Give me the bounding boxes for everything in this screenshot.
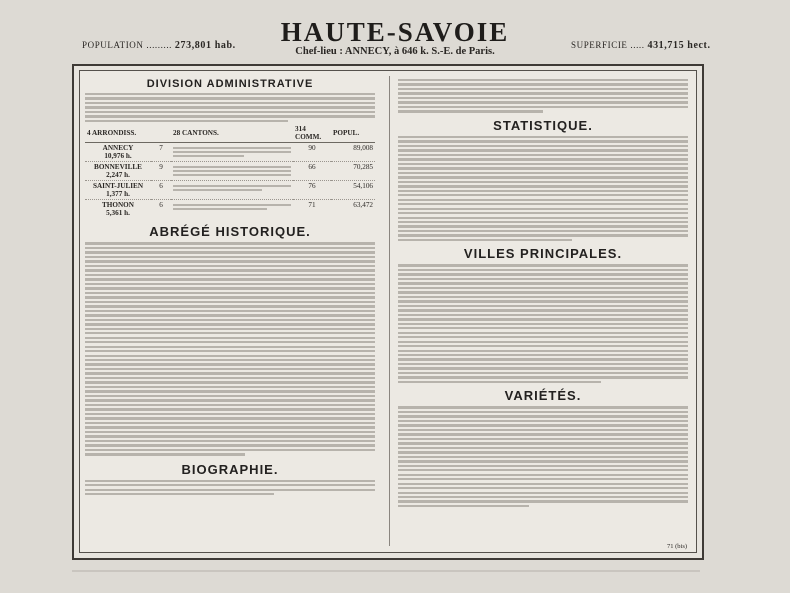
arrond-name: SAINT-JULIEN: [92, 182, 144, 191]
canton-count: 7: [151, 143, 171, 162]
column-divider: [389, 76, 390, 546]
villes-paragraph: [398, 264, 688, 383]
varietes-heading: VARIÉTÉS.: [504, 388, 582, 404]
table-row: [85, 143, 375, 162]
bottom-edge: [72, 570, 700, 572]
page-marker: 71 (bis): [667, 543, 688, 550]
page-title: HAUTE-SAVOIE: [280, 17, 510, 47]
col-cantons: 28 CANTONS.: [171, 124, 293, 143]
biographie-paragraph: [85, 480, 375, 496]
canton-count: 6: [159, 201, 163, 210]
commune-count: 66: [293, 162, 331, 181]
col-arrond: 4 ARRONDISS.: [85, 124, 151, 143]
left-column: [85, 73, 375, 497]
right-column: [398, 73, 688, 509]
commune-count: 71: [308, 201, 316, 210]
population-value: 273,801 hab.: [174, 40, 236, 51]
canton-list: [171, 162, 293, 181]
arrond-name: BONNEVILLE: [94, 163, 142, 172]
population-count: 63,472: [353, 201, 373, 210]
canton-count: 9: [151, 162, 171, 181]
abrege-paragraph: [85, 242, 375, 455]
arrond-pop: 1,377 h.: [106, 190, 130, 199]
table-row: [85, 162, 375, 181]
population-count: 89,008: [331, 143, 375, 162]
canton-list: [171, 200, 293, 219]
superficie-label: SUPERFICIE: [571, 40, 628, 50]
population-label: POPULATION: [82, 40, 144, 50]
division-heading: DIVISION ADMINISTRATIVE: [146, 78, 314, 90]
arrond-pop: 5,361 h.: [106, 209, 130, 218]
superficie-stat: SUPERFICIE ..... 431,715 hect.: [571, 40, 711, 51]
superficie-value: 431,715 hect.: [647, 40, 711, 51]
villes-heading: VILLES PRINCIPALES.: [463, 246, 623, 262]
arrond-name: ANNECY: [102, 144, 134, 153]
abrege-heading: ABRÉGÉ HISTORIQUE.: [149, 224, 311, 240]
arrond-pop: 10,976 h.: [104, 152, 132, 161]
page-subtitle: Chef-lieu : ANNECY, à 646 k. S.-E. de Paris.: [295, 46, 495, 57]
biographie-heading: BIOGRAPHIE.: [181, 461, 279, 477]
arrondissements-table: [85, 124, 375, 218]
arrond-name: THONON: [102, 201, 134, 210]
population-stat: POPULATION ......... 273,801 hab.: [82, 40, 236, 51]
col-popul: POPUL.: [331, 124, 375, 143]
arrond-pop: 2,247 h.: [106, 171, 130, 180]
canton-list: [171, 143, 293, 162]
table-row: [85, 181, 375, 200]
statistique-paragraph: [398, 136, 688, 242]
population-count: 70,285: [331, 162, 375, 181]
table-row: [85, 200, 375, 219]
division-paragraph: [85, 93, 375, 122]
population-count: 54,106: [331, 181, 375, 200]
canton-count: 6: [151, 181, 171, 200]
statistique-heading: STATISTIQUE.: [493, 117, 593, 133]
col-communes: 314 COMM.: [293, 124, 331, 143]
commune-count: 76: [293, 181, 331, 200]
commune-count: 90: [293, 143, 331, 162]
continued-paragraph: [398, 79, 688, 113]
varietes-paragraph: [398, 406, 688, 507]
canton-list: [171, 181, 293, 200]
